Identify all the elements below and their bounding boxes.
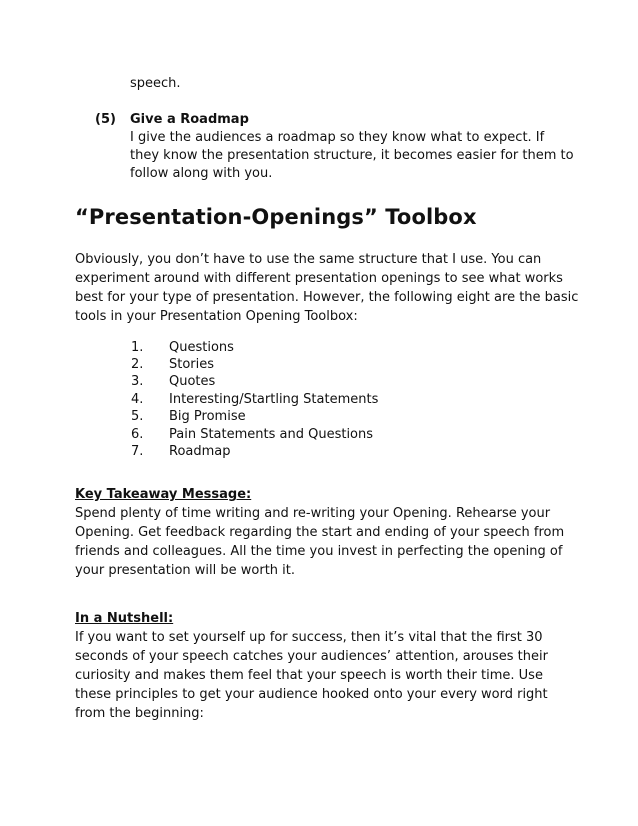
paragraph-line: from the beginning: [75, 706, 204, 721]
list-item: Pain Statements and Questions [169, 427, 374, 442]
list-number: 1. [131, 340, 144, 355]
paragraph-line: seconds of your speech catches your audiences’ attention, arouses their [75, 649, 548, 664]
paragraph-line: best for your type of presentation. However, the following eight are the basic [75, 290, 579, 305]
list-number: 7. [131, 444, 144, 459]
paragraph-line: Obviously, you don’t have to use the same structure that I use. You can [75, 252, 542, 267]
paragraph-line: friends and colleagues. All the time you invest in perfecting the opening of [75, 544, 563, 559]
item-title: Give a Roadmap [130, 112, 249, 127]
nutshell-heading: In a Nutshell: [75, 611, 174, 626]
paragraph-line: tools in your Presentation Opening Toolbox: [75, 309, 358, 324]
list-number: 5. [131, 409, 144, 424]
list-number: 2. [131, 357, 144, 372]
item-text-line: they know the presentation structure, it becomes easier for them to [130, 148, 574, 163]
list-item: Questions [169, 340, 234, 355]
paragraph-line: curiosity and makes them feel that your speech is worth their time. Use [75, 668, 543, 683]
list-item: Roadmap [169, 444, 231, 459]
list-item: Quotes [169, 374, 216, 389]
takeaway-heading: Key Takeaway Message: [75, 487, 252, 502]
item-number: (5) [95, 112, 116, 127]
paragraph-line: your presentation will be worth it. [75, 563, 296, 578]
list-item: Big Promise [169, 409, 246, 424]
list-item: Stories [169, 357, 215, 372]
item-text-line: I give the audiences a roadmap so they know what to expect. If [130, 130, 545, 145]
paragraph-line: If you want to set yourself up for success, then it’s vital that the first 30 [75, 630, 543, 645]
paragraph-line: these principles to get your audience hooked onto your every word right [75, 687, 548, 702]
paragraph-line: Spend plenty of time writing and re-writing your Opening. Rehearse your [75, 506, 551, 521]
paragraph-line: experiment around with different presentation openings to see what works [75, 271, 563, 286]
section-heading: “Presentation-Openings” Toolbox [75, 205, 477, 229]
list-number: 3. [131, 374, 144, 389]
list-number: 4. [131, 392, 144, 407]
list-item: Interesting/Startling Statements [169, 392, 379, 407]
list-number: 6. [131, 427, 144, 442]
continued-text: speech. [130, 76, 181, 91]
item-text-line: follow along with you. [130, 166, 273, 181]
paragraph-line: Opening. Get feedback regarding the start and ending of your speech from [75, 525, 565, 540]
